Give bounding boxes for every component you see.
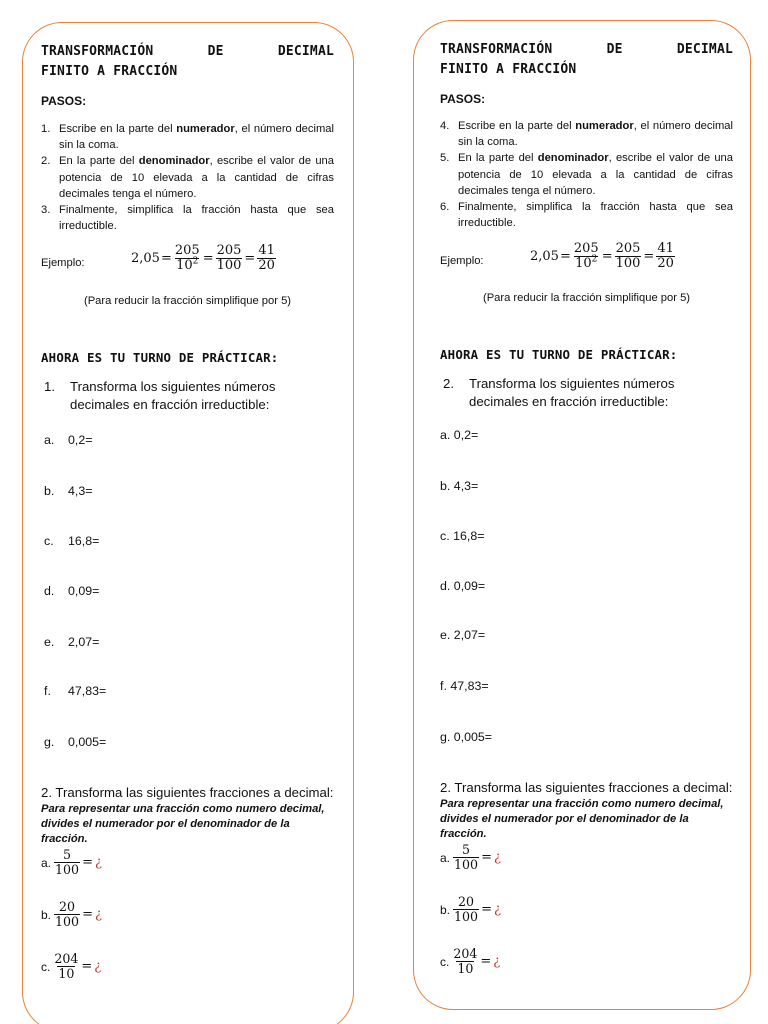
step-item: 6. Finalmente, simplifica la fracción hasta que sea irreductible. [440,201,733,230]
left-decimal-item: a. 0,2= [44,433,93,447]
left-fraction-item: c. $\frac{204}{10}$ = ¿ [41,951,102,981]
right-decimal-item: f. 47,83= [440,679,489,693]
step-item: 1. Escribe en la parte del numerador, el número decimal sin la coma. [41,123,334,152]
left-steps-list [41,121,334,234]
title-word: DE [207,44,224,59]
right-practice-heading: AHORA ES TU TURNO DE PRÁCTICAR: [440,347,678,362]
left-question-1: 1. Transforma los siguientes números decimales en fracción irreductible: [44,379,276,412]
right-fraction-item: a. $\frac{5}{100}$ = ¿ [440,842,501,872]
title-word: DECIMAL [277,44,334,59]
step-item: 5. En la parte del denominador, escribe el valor de una potencia de 10 elevada a la cantidad de cifras decimales tenga el número. [440,152,733,197]
left-fraction-item: a. $\frac{5}{100}$ = ¿ [41,847,102,877]
title-word: TRANSFORMACIÓN [41,44,154,59]
right-fraction-item: c. $\frac{204}{10}$ = ¿ [440,946,501,976]
left-example-label: Ejemplo: [41,257,85,269]
left-pasos-label: PASOS: [41,94,87,108]
title-line-2: FINITO A FRACCIÓN [41,64,178,79]
left-example-equation: 2,05 = $\frac{205}{10^2}$ = $\frac{205}{100}$ = $\frac{41}{20}$ [131,243,275,273]
right-fraction-item: b. $\frac{20}{100}$ = ¿ [440,894,501,924]
left-practice-heading: AHORA ES TU TURNO DE PRÁCTICAR: [41,350,279,365]
title-word: DE [606,42,623,57]
right-decimal-item: d. 0,09= [440,579,486,593]
left-decimal-item: g. 0,005= [44,735,107,749]
right-question-2: 2. Transforma las siguientes fracciones a decimal: [440,780,733,795]
step-item: 4. Escribe en la parte del numerador, el número decimal sin la coma. [440,120,733,149]
right-title [440,40,733,80]
left-decimal-item: c. 16,8= [44,534,100,548]
left-simplify-note: (Para reducir la fracción simplifique por 5) [83,295,292,307]
step-item: 2. En la parte del denominador, escribe el valor de una potencia de 10 elevada a la cantidad de cifras decimales tenga el número. [41,155,334,200]
right-example-label: Ejemplo: [440,255,484,267]
right-decimal-item: c. 16,8= [440,529,485,543]
right-decimal-item: b. 4,3= [440,479,479,493]
left-decimal-item: b. 4,3= [44,484,93,498]
left-question-2: 2. Transforma las siguientes fracciones a decimal: [41,785,334,800]
right-example-equation: 2,05 = $\frac{205}{10^2}$ = $\frac{205}{100}$ = $\frac{41}{20}$ [530,241,674,271]
right-question-2-instructions: Para representar una fracción como numero decimal, divides el numerador por el denominador de la fracción. [440,798,724,840]
title-line-2: FINITO A FRACCIÓN [440,62,577,77]
title-word: TRANSFORMACIÓN [440,42,553,57]
left-decimal-item: d. 0,09= [44,584,100,598]
right-question-1: 2. Transforma los siguientes números decimales en fracción irreductible: [443,376,675,409]
left-title [41,42,334,82]
left-decimal-item: e. 2,07= [44,635,100,649]
right-decimal-item: g. 0,005= [440,730,493,744]
left-question-2-instructions: Para representar una fracción como numero decimal, divides el numerador por el denominador de la fracción. [41,803,325,845]
right-decimal-item: e. 2,07= [440,628,486,642]
left-decimal-item: f. 47,83= [44,684,107,698]
right-pasos-label: PASOS: [440,92,486,106]
right-steps-list [440,118,733,231]
right-simplify-note: (Para reducir la fracción simplifique por 5) [482,292,691,304]
right-decimal-item: a. 0,2= [440,428,479,442]
title-word: DECIMAL [676,42,733,57]
left-fraction-item: b. $\frac{20}{100}$ = ¿ [41,899,102,929]
step-item: 3. Finalmente, simplifica la fracción hasta que sea irreductible. [41,204,334,233]
